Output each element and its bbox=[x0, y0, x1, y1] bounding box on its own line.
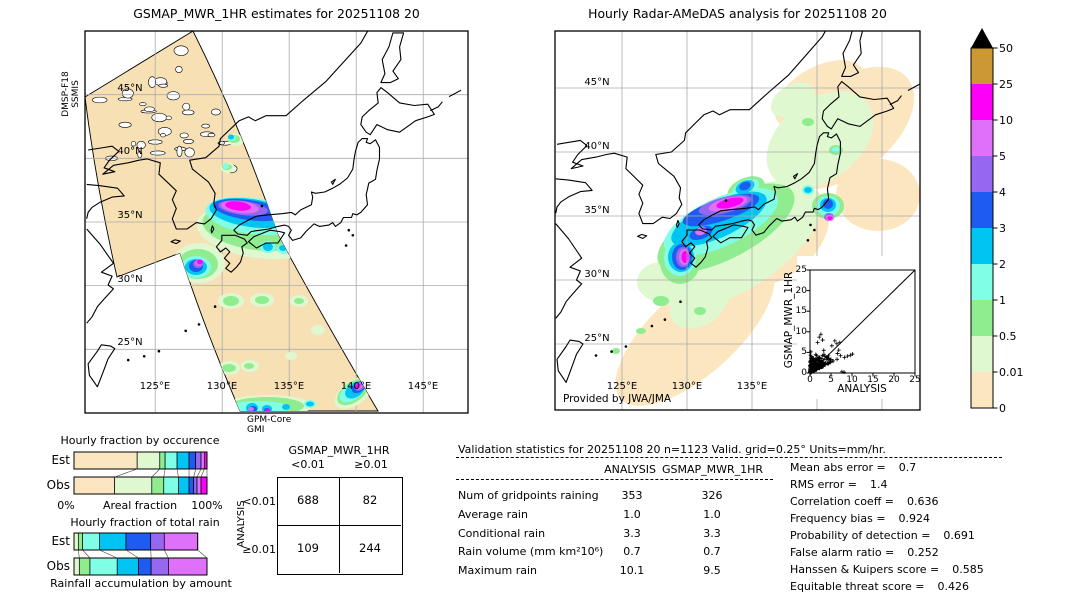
right-map-title: Hourly Radar-AMeDAS analysis for 20251108 20 bbox=[588, 6, 887, 21]
right-lon-135: 135°E bbox=[736, 381, 768, 392]
right-lon-130: 130°E bbox=[671, 381, 703, 392]
inset-ylabel: GSMAP_MWR_1HR bbox=[783, 271, 795, 369]
map-credit: Provided by JWA/JMA bbox=[563, 393, 672, 405]
stats-row-label-3: Rain volume (mm km²10⁶) bbox=[458, 545, 604, 558]
colorbar-overflow-triangle bbox=[971, 28, 993, 48]
metric-mae bbox=[790, 461, 916, 474]
cb-tick-1: 1 bbox=[999, 294, 1006, 307]
contingency-row-label-lt: <0.01 bbox=[242, 495, 276, 508]
metric-pod-label: Probability of detection = bbox=[790, 529, 931, 542]
left-lat-40: 40°N bbox=[117, 146, 143, 157]
contingency-col-label-ge: ≥0.01 bbox=[354, 458, 388, 471]
stats-col-gsmap: GSMAP_MWR_1HR bbox=[662, 463, 764, 476]
occurrence-bars bbox=[74, 452, 207, 494]
sensor-line1: DMSP-F18 bbox=[61, 71, 71, 117]
stats-header-rule bbox=[456, 479, 773, 480]
metric-bias bbox=[790, 512, 930, 525]
metric-rms bbox=[790, 478, 887, 491]
metric-rms-label: RMS error = bbox=[790, 478, 857, 491]
contingency-false-alarm: 82 bbox=[362, 493, 378, 507]
metric-corr bbox=[790, 495, 939, 508]
total-rain-bars bbox=[74, 533, 207, 575]
metric-mae-label: Mean abs error = bbox=[790, 461, 886, 474]
occurrence-xmin: 0% bbox=[57, 499, 75, 512]
stats-val-analysis-4: 10.1 bbox=[619, 564, 645, 577]
right-lat-25: 25°N bbox=[584, 333, 610, 344]
stats-row-label-0: Num of gridpoints raining bbox=[458, 489, 599, 502]
cb-tick-0: 0 bbox=[999, 402, 1006, 415]
stats-row-label-2: Conditional rain bbox=[458, 527, 546, 540]
stats-val-analysis-3: 0.7 bbox=[623, 545, 641, 558]
occurrence-obs-label: Obs bbox=[46, 478, 70, 492]
metric-far-value: 0.252 bbox=[907, 546, 939, 559]
left-lat-35: 35°N bbox=[117, 210, 143, 221]
sensor-line2: SSMIS bbox=[71, 80, 81, 108]
contingency-row-label-ge: ≥0.01 bbox=[242, 543, 276, 556]
inset-xtick-0: 0 bbox=[807, 375, 813, 385]
total-rain-caption: Rainfall accumulation by amount bbox=[50, 577, 232, 590]
cb-tick-4: 4 bbox=[999, 186, 1006, 199]
metric-ets-label: Equitable threat score = bbox=[790, 580, 925, 593]
metric-corr-value: 0.636 bbox=[907, 495, 939, 508]
contingency-miss: 109 bbox=[297, 541, 319, 555]
contingency-col-label-lt: <0.01 bbox=[291, 458, 325, 471]
occurrence-xlabel: Areal fraction bbox=[102, 499, 178, 512]
stats-val-gsmap-3: 0.7 bbox=[703, 545, 721, 558]
right-lat-30: 30°N bbox=[584, 269, 610, 280]
left-lat-25: 25°N bbox=[117, 337, 143, 348]
metric-rms-value: 1.4 bbox=[869, 478, 888, 491]
cb-tick-05: 0.5 bbox=[999, 330, 1017, 343]
right-lon-125: 125°E bbox=[606, 381, 638, 392]
occurrence-title: Hourly fraction by occurence bbox=[60, 434, 220, 447]
metric-bias-label: Frequency bias = bbox=[790, 512, 886, 525]
total-rain-title: Hourly fraction of total rain bbox=[70, 516, 220, 529]
left-lon-140: 140°E bbox=[340, 381, 372, 392]
stats-val-gsmap-1: 1.0 bbox=[703, 508, 721, 521]
cb-tick-3: 3 bbox=[999, 222, 1006, 235]
left-lon-145: 145°E bbox=[407, 381, 439, 392]
metric-bias-value: 0.924 bbox=[898, 512, 931, 525]
stats-row-label-4: Maximum rain bbox=[458, 564, 537, 577]
stats-val-gsmap-0: 326 bbox=[701, 489, 723, 502]
cb-tick-50: 50 bbox=[999, 42, 1013, 55]
metric-ets-value: 0.426 bbox=[937, 580, 969, 593]
stats-col-analysis: ANALYSIS bbox=[604, 463, 656, 476]
metric-hk bbox=[790, 563, 984, 576]
metric-far bbox=[790, 546, 939, 559]
contingency-col-header: GSMAP_MWR_1HR bbox=[288, 444, 390, 457]
left-map-sensor-label bbox=[61, 54, 81, 134]
contingency-hit-dry: 688 bbox=[297, 493, 319, 507]
inset-xtick-10: 10 bbox=[846, 375, 858, 385]
occurrence-est-label: Est bbox=[51, 453, 70, 467]
inset-xtick-25: 25 bbox=[909, 375, 921, 385]
metric-far-label: False alarm ratio = bbox=[790, 546, 895, 559]
metric-corr-label: Correlation coeff = bbox=[790, 495, 894, 508]
stats-val-analysis-2: 3.3 bbox=[623, 527, 641, 540]
inset-ytick-10: 10 bbox=[795, 327, 807, 337]
stats-val-analysis-1: 1.0 bbox=[623, 508, 641, 521]
footer-line1: GPM-Core bbox=[247, 415, 292, 425]
left-lat-30: 30°N bbox=[117, 274, 143, 285]
metric-ets bbox=[790, 580, 969, 593]
inset-xtick-20: 20 bbox=[888, 375, 900, 385]
inset-ytick-20: 20 bbox=[795, 286, 807, 296]
contingency-hit: 244 bbox=[359, 541, 381, 555]
inset-ytick-25: 25 bbox=[795, 265, 807, 275]
left-lat-45: 45°N bbox=[117, 83, 143, 94]
metric-pod bbox=[790, 529, 975, 542]
stats-val-gsmap-2: 3.3 bbox=[703, 527, 721, 540]
left-map-footer-sensor-label bbox=[247, 415, 291, 435]
stats-title: Validation statistics for 20251108 20 n=1123 Valid. grid=0.25° Units=mm/hr. bbox=[458, 443, 886, 456]
inset-xtick-15: 15 bbox=[867, 375, 879, 385]
metric-pod-value: 0.691 bbox=[943, 529, 975, 542]
left-lon-125: 125°E bbox=[139, 381, 171, 392]
total-rain-obs-label: Obs bbox=[46, 559, 70, 573]
total-rain-est-label: Est bbox=[51, 534, 70, 548]
cb-tick-001: 0.01 bbox=[999, 366, 1024, 379]
right-lat-45: 45°N bbox=[584, 77, 610, 88]
footer-line2: GMI bbox=[247, 425, 265, 435]
inset-ytick-15: 15 bbox=[795, 306, 807, 316]
left-lon-135: 135°E bbox=[273, 381, 305, 392]
inset-xlabel: ANALYSIS bbox=[837, 383, 887, 395]
colorbar-segments bbox=[971, 48, 993, 408]
contingency-row-header: ANALYSIS bbox=[236, 500, 247, 548]
stats-row-label-1: Average rain bbox=[458, 508, 528, 521]
cb-tick-25: 25 bbox=[999, 78, 1013, 91]
left-map-title: GSMAP_MWR_1HR estimates for 20251108 20 bbox=[133, 6, 420, 21]
metric-mae-value: 0.7 bbox=[898, 461, 917, 474]
right-lat-35: 35°N bbox=[584, 205, 610, 216]
stats-title-rule bbox=[456, 457, 1002, 458]
inset-ytick-5: 5 bbox=[801, 347, 807, 357]
cb-tick-10: 10 bbox=[999, 114, 1013, 127]
occurrence-xmax: 100% bbox=[191, 499, 223, 512]
stats-val-analysis-0: 353 bbox=[621, 489, 643, 502]
metric-hk-value: 0.585 bbox=[952, 563, 984, 576]
stats-val-gsmap-4: 9.5 bbox=[703, 564, 721, 577]
cb-tick-2: 2 bbox=[999, 258, 1006, 271]
colorbar-tick-marks bbox=[993, 48, 998, 408]
contingency-hdivider bbox=[277, 525, 401, 526]
left-lon-130: 130°E bbox=[206, 381, 238, 392]
metric-hk-label: Hanssen & Kuipers score = bbox=[790, 563, 940, 576]
right-lat-40: 40°N bbox=[584, 141, 610, 152]
cb-tick-5: 5 bbox=[999, 150, 1006, 163]
inset-ytick-0: 0 bbox=[801, 368, 807, 378]
inset-xtick-5: 5 bbox=[828, 375, 834, 385]
